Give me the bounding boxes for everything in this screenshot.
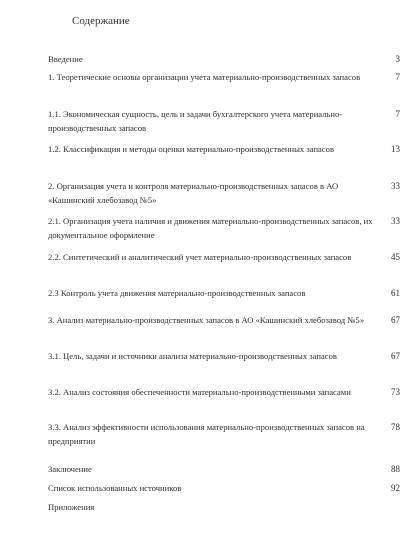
toc-entry-page: 3 [395,54,400,64]
toc-entry-chapter-1 [48,70,400,84]
toc-title: Содержание [72,15,130,27]
toc-entry-section-2-2 [48,250,400,264]
toc-entry-section-2-1 [48,214,400,242]
toc-entry-section-2-3 [48,286,400,300]
toc-entry-text: 3. Анализ материально-производственных запасов в АО «Кашинский хлебозавод №5» [48,315,365,325]
toc-entry-text: 2.1. Организация учета наличия и движения материально-производственных запасов, их документальное оформление [48,216,373,240]
toc-entry-page: 61 [391,288,400,298]
toc-entry-text: Приложения [48,502,95,512]
toc-entry-page: 92 [391,483,400,493]
toc-entry-text: 2.2. Синтетический и аналитический учет материально-производственных запасов [48,252,352,262]
toc-entry-text: 2.3 Контроль учета движения материально-производственных запасов [48,288,306,298]
toc-entry-chapter-2 [48,179,400,207]
toc-entry-section-3-2 [48,385,400,399]
toc-entry-page: 88 [391,464,400,474]
toc-entry-page: 33 [391,181,400,191]
toc-entry-page: 67 [391,351,400,361]
toc-entry-section-1-2 [48,142,400,156]
toc-entry-text: 3.2. Анализ состояния обеспеченности материально-производственными запасами [48,387,351,397]
toc-entry-text: Введение [48,54,83,64]
toc-entry-chapter-3 [48,313,400,327]
toc-entry-page: 78 [391,422,400,432]
toc-entry-text: 2. Организация учета и контроля материально-производственных запасов в АО «Кашинский хлебозавод №5» [48,181,339,205]
toc-entry-references [48,481,400,495]
toc-entry-text: Заключение [48,464,92,474]
toc-entry-page: 67 [391,315,400,325]
toc-entry-text: 3.3. Анализ эффективности использования материально-производственных запасов на предприятии [48,422,365,446]
toc-entry-section-1-1 [48,107,400,135]
toc-entry-page: 33 [391,216,400,226]
toc-entry-appendices [48,500,400,514]
toc-entry-page: 73 [391,387,400,397]
toc-entry-intro [48,52,400,66]
toc-entry-text: 1.2. Классификация и методы оценки материально-производственных запасов [48,144,335,154]
toc-entry-conclusion [48,462,400,476]
toc-entry-page: 13 [391,144,400,154]
toc-entry-text: Список использованных источников [48,483,182,493]
toc-entry-section-3-3 [48,420,400,448]
toc-entry-page: 7 [395,72,400,82]
toc-entry-text: 3.1. Цель, задачи и источники анализа материально-производственных запасов [48,351,337,361]
toc-entry-page: 45 [391,252,400,262]
toc-entry-text: 1.1. Экономическая сущность, цель и задачи бухгалтерского учета материально-производственных запасов [48,109,343,133]
toc-entry-section-3-1 [48,349,400,363]
toc-entry-page: 7 [395,109,400,119]
toc-entry-text: 1. Теоретические основы организации учета материально-производственных запасов [48,72,361,82]
